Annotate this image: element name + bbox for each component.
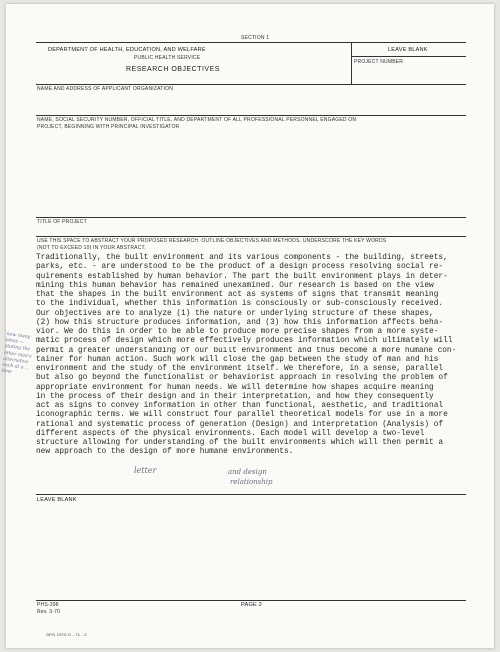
header-top-rule [36, 42, 466, 43]
abstract-line: environment and the study of the environment itself. We therefore, in a sense, parallel [36, 365, 444, 373]
abstract-line: that the shapes in the built environment act as systems of signs that transmit meaning [36, 291, 439, 299]
abstract-line: in the process of their design and in their interpretation, and how they consequently [36, 392, 434, 401]
section-label: SECTION 1 [241, 35, 270, 41]
applicant-label: NAME AND ADDRESS OF APPLICANT ORGANIZATION [37, 86, 174, 92]
abstract-line: mining this human behavior has remained unexamined. Our research is based on the view [36, 281, 434, 290]
handwritten-note-right-2: relationship [230, 478, 273, 486]
header-bottom-rule [36, 84, 466, 85]
page-number: PAGE 2 [241, 602, 262, 608]
footer-rule [36, 600, 466, 601]
handwritten-note-right-1: and design [228, 468, 267, 476]
personnel-label-1: NAME, SOCIAL SECURITY NUMBER, OFFICIAL TITLE, AND DEPARTMENT OF ALL PROFESSIONAL PERSONNEL ENGAGED ON [37, 117, 357, 123]
header-divider [351, 42, 352, 84]
abstract-instructions-2: (NOT TO EXCEED 10) IN YOUR ABSTRACT. [37, 245, 146, 251]
project-number-label: PROJECT NUMBER [354, 59, 404, 65]
title-rule [36, 217, 466, 218]
abstract-instructions-1: USE THIS SPACE TO ABSTRACT YOUR PROPOSED RESEARCH. OUTLINE OBJECTIVES AND METHODS. UNDERSCORE THE KEY WORDS [37, 238, 387, 244]
handwritten-margin-note: how many ideas — stating the other man's alternative each at a ... time [1, 332, 32, 376]
service-name: PUBLIC HEALTH SERVICE [134, 55, 201, 61]
abstract-line: parks, etc. - are understood to be the product of a design process resolving social re- [36, 263, 444, 272]
abstract-line: (2) how this structure produces information, and (3) how this information affects beha- [36, 318, 444, 327]
abstract-line: different aspects of the physical environments. Each model will develop a two-level [36, 429, 425, 438]
abstract-line: to the individual, whether this information is consciously or sub-consciously received. [36, 300, 444, 309]
abstract-line: rational and systematic process of generation (Design) and interpretation (Analysis) of [36, 420, 444, 429]
project-number-rule [351, 56, 466, 57]
abstract-line: permit a greater understanding of our built environment and thus become a more humane con- [36, 346, 457, 355]
abstract-line: appropriate environment for human needs. We will determine how shapes acquire meaning [36, 383, 434, 392]
abstract-line: act as signs to convey information in other than functional, aesthetic, and traditional [36, 402, 444, 410]
leave-blank-rule [36, 494, 466, 495]
handwritten-note-left: letter [134, 466, 157, 475]
abstract-rule [36, 236, 466, 237]
abstract-line: tainer for human action. Such work will close the gap between the study of man and his [36, 355, 439, 364]
abstract-line: Traditionally, the built environment and its various components - the building, streets, [36, 254, 448, 262]
department-name: DEPARTMENT OF HEALTH, EDUCATION, AND WELFARE [48, 47, 206, 53]
abstract-line: but also go beyond the functionalist or behaviorist approach in resolving the problem of [36, 374, 448, 383]
personnel-label-2: PROJECT, BEGINNING WITH PRINCIPAL INVESTIGATOR [37, 124, 180, 130]
abstract-line: vior. We do this in order to be able to produce more precise shapes from a more syste- [36, 328, 439, 336]
abstract-line: matic process of design which more effectively produces information which ultimately will [36, 337, 453, 346]
print-code: GPO 1970 O - 71 - 2 [46, 632, 87, 637]
personnel-rule [36, 115, 466, 116]
abstract-line: iconographic terms. We will construct four parallel theoretical models for use in a more [36, 411, 448, 420]
title-of-project-label: TITLE OF PROJECT [37, 219, 87, 225]
document-page [1, 4, 494, 648]
abstract-line: Our objectives are to analyze (1) the nature or underlying structure of these shapes, [36, 309, 434, 318]
leave-blank-bottom: LEAVE BLANK [37, 497, 77, 503]
abstract-line: structure allowing for understanding of the built environments which will then permit a [36, 439, 444, 447]
leave-blank-header: LEAVE BLANK [388, 47, 428, 53]
form-revision: Rev. 3-70 [37, 609, 61, 615]
abstract-line: new approach to the design of more humane environments. [36, 448, 294, 457]
abstract-line: quirements established by human behavior. The part the built environment plays in deter- [36, 272, 448, 281]
form-title: RESEARCH OBJECTIVES [126, 66, 220, 73]
abstract-text [36, 254, 456, 458]
form-number: PHS-398 [37, 602, 59, 608]
